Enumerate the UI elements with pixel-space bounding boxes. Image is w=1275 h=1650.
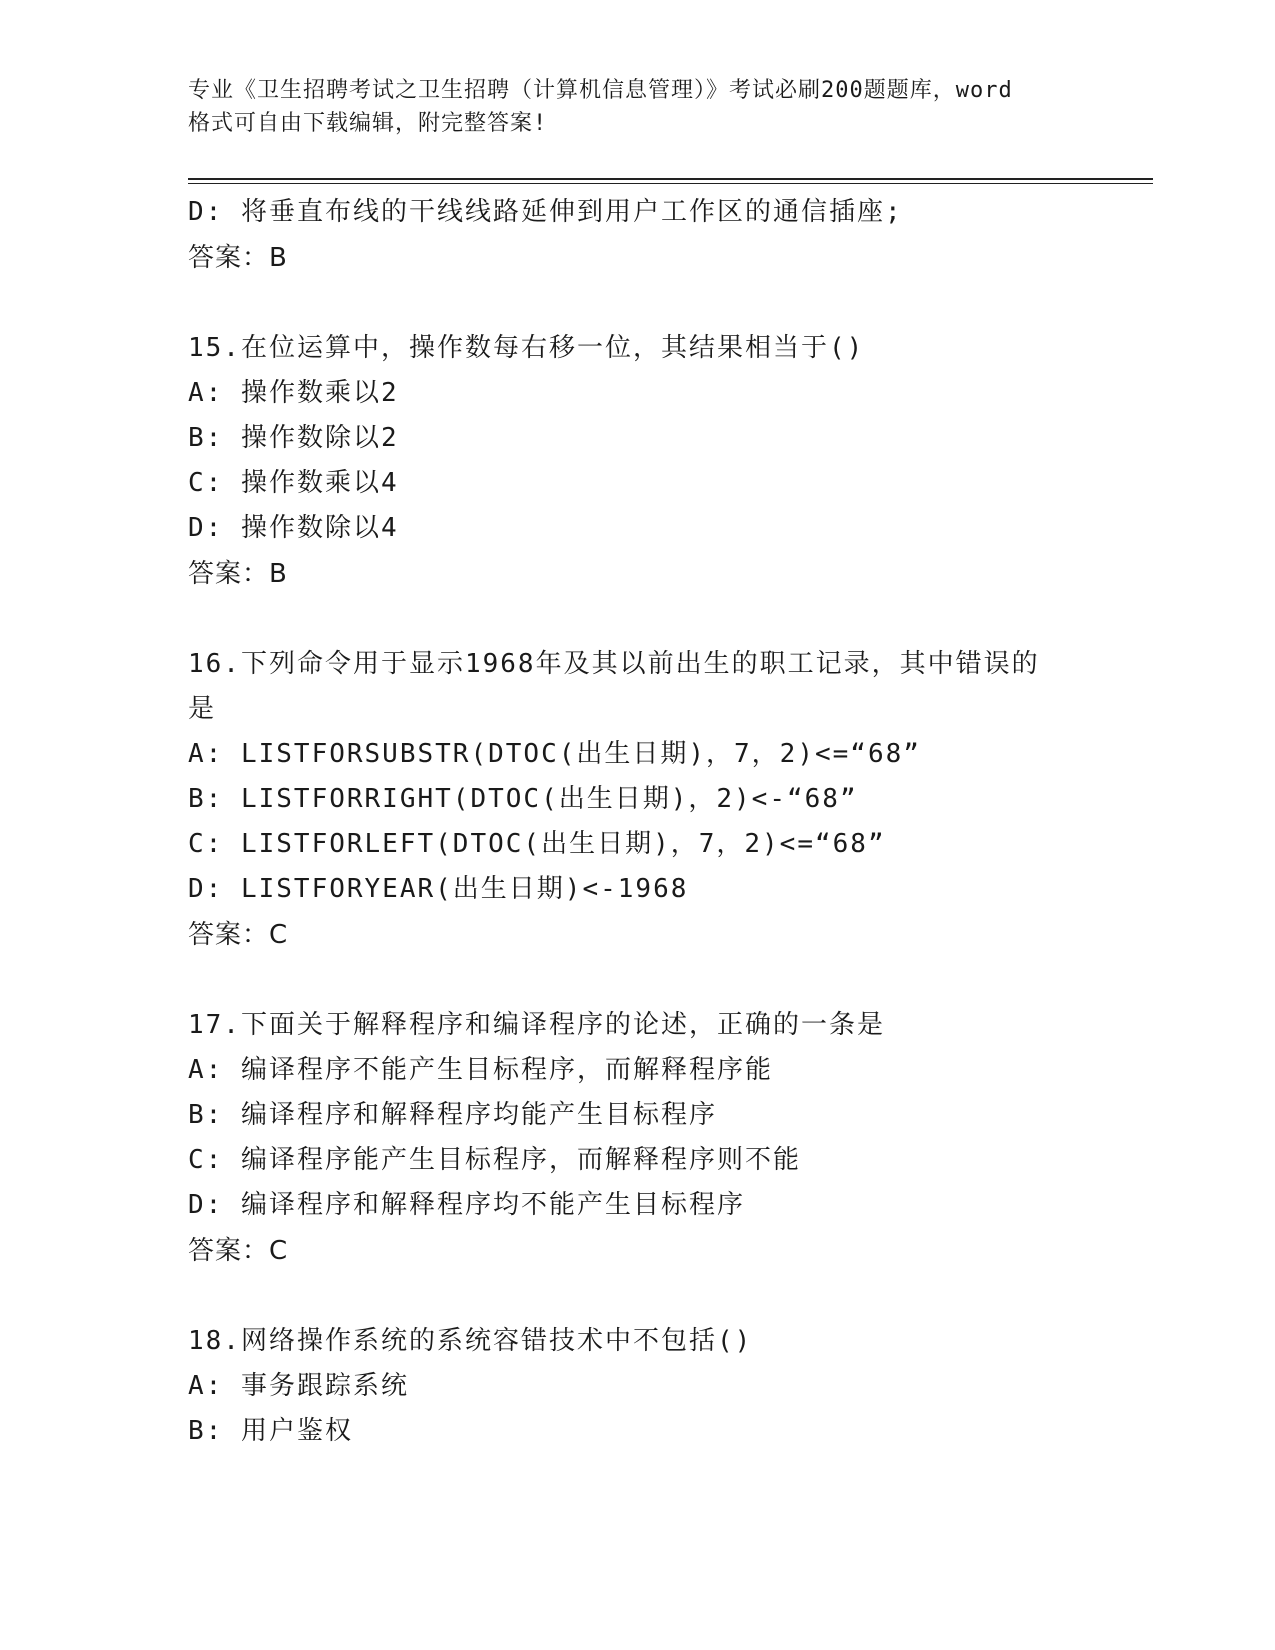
header-divider-thin <box>188 183 1153 184</box>
spacer <box>188 597 1088 642</box>
option-a: A: 编译程序不能产生目标程序，而解释程序能 <box>188 1055 773 1085</box>
document-header <box>188 74 1088 140</box>
option-c: C: 操作数乘以4 <box>188 468 399 498</box>
question-stem: 15.在位运算中，操作数每右移一位，其结果相当于() <box>188 333 865 363</box>
question-18 <box>188 1319 1088 1454</box>
option-d: D: LISTFORYEAR(出生日期)<-1968 <box>188 874 689 904</box>
question-16 <box>188 642 1088 958</box>
option-c: C: LISTFORLEFT(DTOC(出生日期)，7，2)<=“68” <box>188 829 886 859</box>
option-d: D: 将垂直布线的干线线路延伸到用户工作区的通信插座; <box>188 197 903 227</box>
option-b: B: LISTFORRIGHT(DTOC(出生日期)，2)<-“68” <box>188 784 858 814</box>
option-a: A: 事务跟踪系统 <box>188 1371 409 1401</box>
question-stem-line-1: 16.下列命令用于显示1968年及其以前出生的职工记录，其中错误的 <box>188 649 1040 679</box>
answer-line: 答案：C <box>188 1236 289 1266</box>
option-b: B: 编译程序和解释程序均能产生目标程序 <box>188 1100 717 1130</box>
option-a: A: 操作数乘以2 <box>188 378 399 408</box>
spacer <box>188 958 1088 1003</box>
answer-line: 答案：B <box>188 559 288 589</box>
question-list <box>188 190 1088 1454</box>
answer-line: 答案：C <box>188 920 289 950</box>
option-d: D: 编译程序和解释程序均不能产生目标程序 <box>188 1190 745 1220</box>
answer-line: 答案：B <box>188 243 288 273</box>
option-d: D: 操作数除以4 <box>188 513 399 543</box>
spacer <box>188 1274 1088 1319</box>
question-stem-line-2: 是 <box>188 694 217 724</box>
spacer <box>188 281 1088 326</box>
question-15 <box>188 326 1088 597</box>
question-stem: 18.网络操作系统的系统容错技术中不包括() <box>188 1326 753 1356</box>
header-title-line-2: 格式可自由下载编辑，附完整答案! <box>188 111 548 136</box>
option-a: A: LISTFORSUBSTR(DTOC(出生日期)，7，2)<=“68” <box>188 739 921 769</box>
header-title-line-1: 专业《卫生招聘考试之卫生招聘（计算机信息管理）》考试必刷200题题库，word <box>188 78 1013 103</box>
header-divider-thick <box>188 178 1153 180</box>
option-c: C: 编译程序能产生目标程序，而解释程序则不能 <box>188 1145 801 1175</box>
option-b: B: 用户鉴权 <box>188 1416 353 1446</box>
question-stem: 17.下面关于解释程序和编译程序的论述，正确的一条是 <box>188 1010 885 1040</box>
question-17 <box>188 1003 1088 1274</box>
question-14-tail <box>188 190 1088 281</box>
option-b: B: 操作数除以2 <box>188 423 399 453</box>
